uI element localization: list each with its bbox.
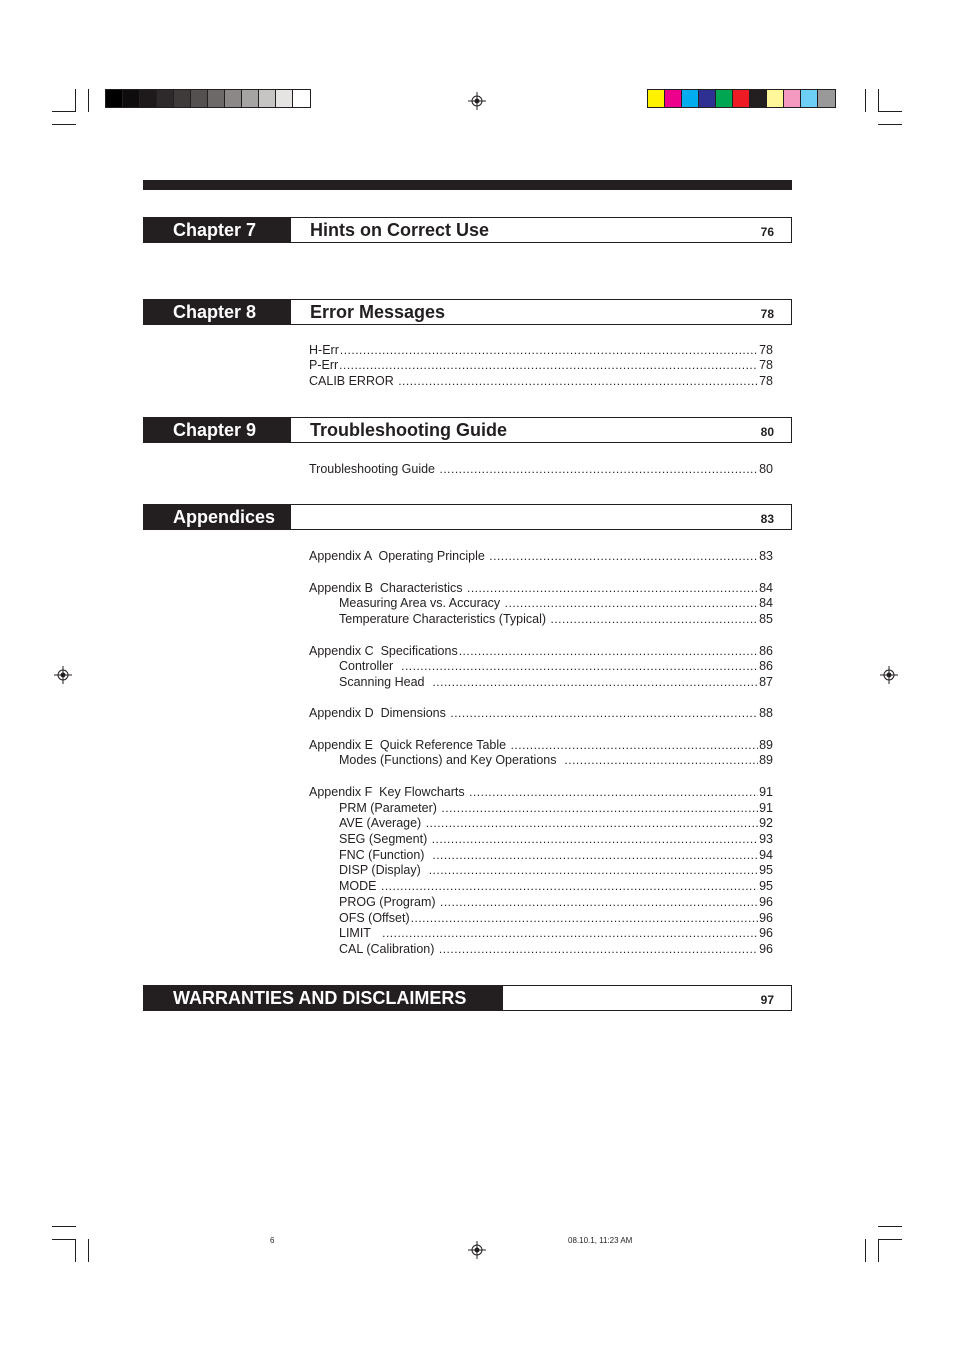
entry-page: 93 [759, 832, 773, 846]
chapter-page: 80 [760, 425, 774, 439]
chapter-8-header[interactable] [143, 299, 792, 325]
gray-scale-bar [105, 89, 311, 108]
entry-page: 87 [759, 675, 773, 689]
leader-dots [441, 800, 758, 816]
entry-text: Troubleshooting Guide [309, 462, 439, 476]
color-swatch [225, 90, 242, 107]
toc-entry[interactable] [339, 800, 773, 816]
chapter-label: Chapter 9 [144, 418, 291, 442]
toc-entry[interactable] [339, 894, 773, 910]
color-swatch [818, 90, 835, 107]
toc-entry[interactable] [339, 847, 773, 863]
entry-text: SEG (Segment) [339, 832, 431, 846]
leader-dots [564, 752, 758, 768]
leader-dots [398, 373, 758, 389]
leader-dots [340, 342, 758, 358]
chapter-page: 78 [760, 307, 774, 321]
color-swatch [665, 90, 682, 107]
entry-text: Appendix B Characteristics [309, 581, 467, 595]
leader-dots [339, 357, 758, 373]
entry-page: 96 [759, 942, 773, 956]
entry-text: AVE (Average) [339, 816, 425, 830]
chapter-page: 76 [760, 225, 774, 239]
leader-dots [467, 580, 758, 596]
toc-entry[interactable] [339, 862, 773, 878]
color-swatch [191, 90, 208, 107]
entry-text: Appendix D Dimensions [309, 706, 450, 720]
entry-text: P-Err [309, 358, 339, 372]
toc-entry[interactable] [339, 925, 773, 941]
chapter-title: Hints on Correct Use [310, 220, 490, 240]
footer-timestamp: 08.10.1, 11:23 AM [568, 1236, 633, 1245]
toc-entry[interactable] [339, 831, 773, 847]
toc-entry[interactable] [309, 373, 773, 389]
toc-entry[interactable] [309, 643, 773, 659]
entry-page: 88 [759, 706, 773, 720]
registration-mark-icon [880, 666, 898, 684]
entry-text: Appendix F Key Flowcharts [309, 785, 469, 799]
toc-entry[interactable] [309, 705, 773, 721]
color-swatch [259, 90, 276, 107]
color-swatch [208, 90, 225, 107]
entry-page: 92 [759, 816, 773, 830]
entry-page: 85 [759, 612, 773, 626]
entry-page: 96 [759, 926, 773, 940]
chapter-label: Appendices [144, 505, 291, 529]
leader-dots [382, 925, 758, 941]
leader-dots [511, 737, 759, 753]
entry-text: Appendix C Specifications [309, 644, 458, 658]
registration-mark-icon [468, 1241, 486, 1259]
leader-dots [459, 643, 758, 659]
warranties-header[interactable] [143, 985, 792, 1011]
toc-entry[interactable] [339, 595, 773, 611]
toc-entry[interactable] [339, 658, 773, 674]
entry-page: 80 [759, 462, 773, 476]
entry-page: 89 [759, 753, 773, 767]
footer-page-number: 6 [270, 1236, 275, 1245]
color-swatch [242, 90, 259, 107]
entry-text: Controller [339, 659, 401, 673]
chapter-label: Chapter 8 [144, 300, 291, 324]
entry-text: FNC (Function) [339, 848, 432, 862]
color-swatch [750, 90, 767, 107]
toc-entry[interactable] [339, 910, 773, 926]
appendices-header[interactable] [143, 504, 792, 530]
toc-entry[interactable] [309, 357, 773, 373]
entry-page: 83 [759, 549, 773, 563]
entry-page: 84 [759, 581, 773, 595]
chapter-label: Chapter 7 [144, 218, 291, 242]
toc-entry[interactable] [339, 674, 773, 690]
chapter-page: 83 [760, 512, 774, 526]
entry-page: 94 [759, 848, 773, 862]
toc-entry[interactable] [339, 815, 773, 831]
leader-dots [505, 595, 758, 611]
color-swatch [801, 90, 818, 107]
leader-dots [426, 815, 758, 831]
entry-text: Appendix E Quick Reference Table [309, 738, 510, 752]
entry-text: PRM (Parameter) [339, 801, 441, 815]
chapter-7-header[interactable] [143, 217, 792, 243]
entry-page: 91 [759, 801, 773, 815]
leader-dots [401, 658, 758, 674]
leader-dots [489, 548, 758, 564]
entry-text: Appendix A Operating Principle [309, 549, 489, 563]
color-swatch [784, 90, 801, 107]
color-swatch [682, 90, 699, 107]
toc-entry[interactable] [339, 878, 773, 894]
color-swatch [293, 90, 310, 107]
color-swatch [123, 90, 140, 107]
leader-dots [450, 705, 758, 721]
entry-text: DISP (Display) [339, 863, 428, 877]
entry-page: 84 [759, 596, 773, 610]
chapter-page: 97 [760, 993, 774, 1007]
entry-page: 96 [759, 911, 773, 925]
toc-entry[interactable] [309, 737, 773, 753]
toc-entry[interactable] [309, 461, 773, 477]
entry-text: Temperature Characteristics (Typical) [339, 612, 550, 626]
registration-mark-icon [54, 666, 72, 684]
entry-text: Modes (Functions) and Key Operations [339, 753, 564, 767]
entry-text: LIMIT [339, 926, 382, 940]
color-swatch [733, 90, 750, 107]
header-rule [143, 180, 792, 190]
color-swatch [140, 90, 157, 107]
toc-entry[interactable] [309, 784, 773, 800]
color-swatch [174, 90, 191, 107]
entry-page: 86 [759, 659, 773, 673]
entry-text: Measuring Area vs. Accuracy [339, 596, 504, 610]
leader-dots [439, 941, 758, 957]
color-swatch [648, 90, 665, 107]
toc-entry[interactable] [309, 548, 773, 564]
color-swatch [716, 90, 733, 107]
entry-page: 96 [759, 895, 773, 909]
entry-page: 78 [759, 374, 773, 388]
chapter-9-header[interactable] [143, 417, 792, 443]
entry-text: H-Err [309, 343, 339, 357]
color-swatch [106, 90, 123, 107]
entry-page: 91 [759, 785, 773, 799]
entry-text: OFS (Offset) [339, 911, 410, 925]
entry-page: 78 [759, 343, 773, 357]
leader-dots [411, 910, 758, 926]
leader-dots [432, 831, 758, 847]
registration-mark-icon [468, 92, 486, 110]
leader-dots [381, 878, 758, 894]
toc-entry[interactable] [309, 580, 773, 596]
chapter-title: Troubleshooting Guide [310, 420, 507, 440]
entry-text: Scanning Head [339, 675, 432, 689]
entry-page: 95 [759, 879, 773, 893]
leader-dots [439, 461, 758, 477]
entry-page: 95 [759, 863, 773, 877]
entry-page: 89 [759, 738, 773, 752]
color-swatch [276, 90, 293, 107]
entry-page: 78 [759, 358, 773, 372]
entry-text: MODE [339, 879, 380, 893]
leader-dots [440, 894, 758, 910]
leader-dots [469, 784, 758, 800]
chapter-title: Error Messages [310, 302, 446, 322]
color-swatch [699, 90, 716, 107]
toc-entry[interactable] [309, 342, 773, 358]
color-bar [647, 89, 836, 108]
toc-entry[interactable] [339, 752, 773, 768]
toc-entry[interactable] [339, 941, 773, 957]
leader-dots [432, 674, 758, 690]
entry-text: CALIB ERROR [309, 374, 398, 388]
toc-entry[interactable] [339, 611, 773, 627]
leader-dots [429, 862, 758, 878]
chapter-label: WARRANTIES AND DISCLAIMERS [144, 986, 503, 1010]
color-swatch [767, 90, 784, 107]
entry-page: 86 [759, 644, 773, 658]
entry-text: CAL (Calibration) [339, 942, 438, 956]
color-swatch [157, 90, 174, 107]
leader-dots [550, 611, 758, 627]
entry-text: PROG (Program) [339, 895, 440, 909]
leader-dots [432, 847, 758, 863]
